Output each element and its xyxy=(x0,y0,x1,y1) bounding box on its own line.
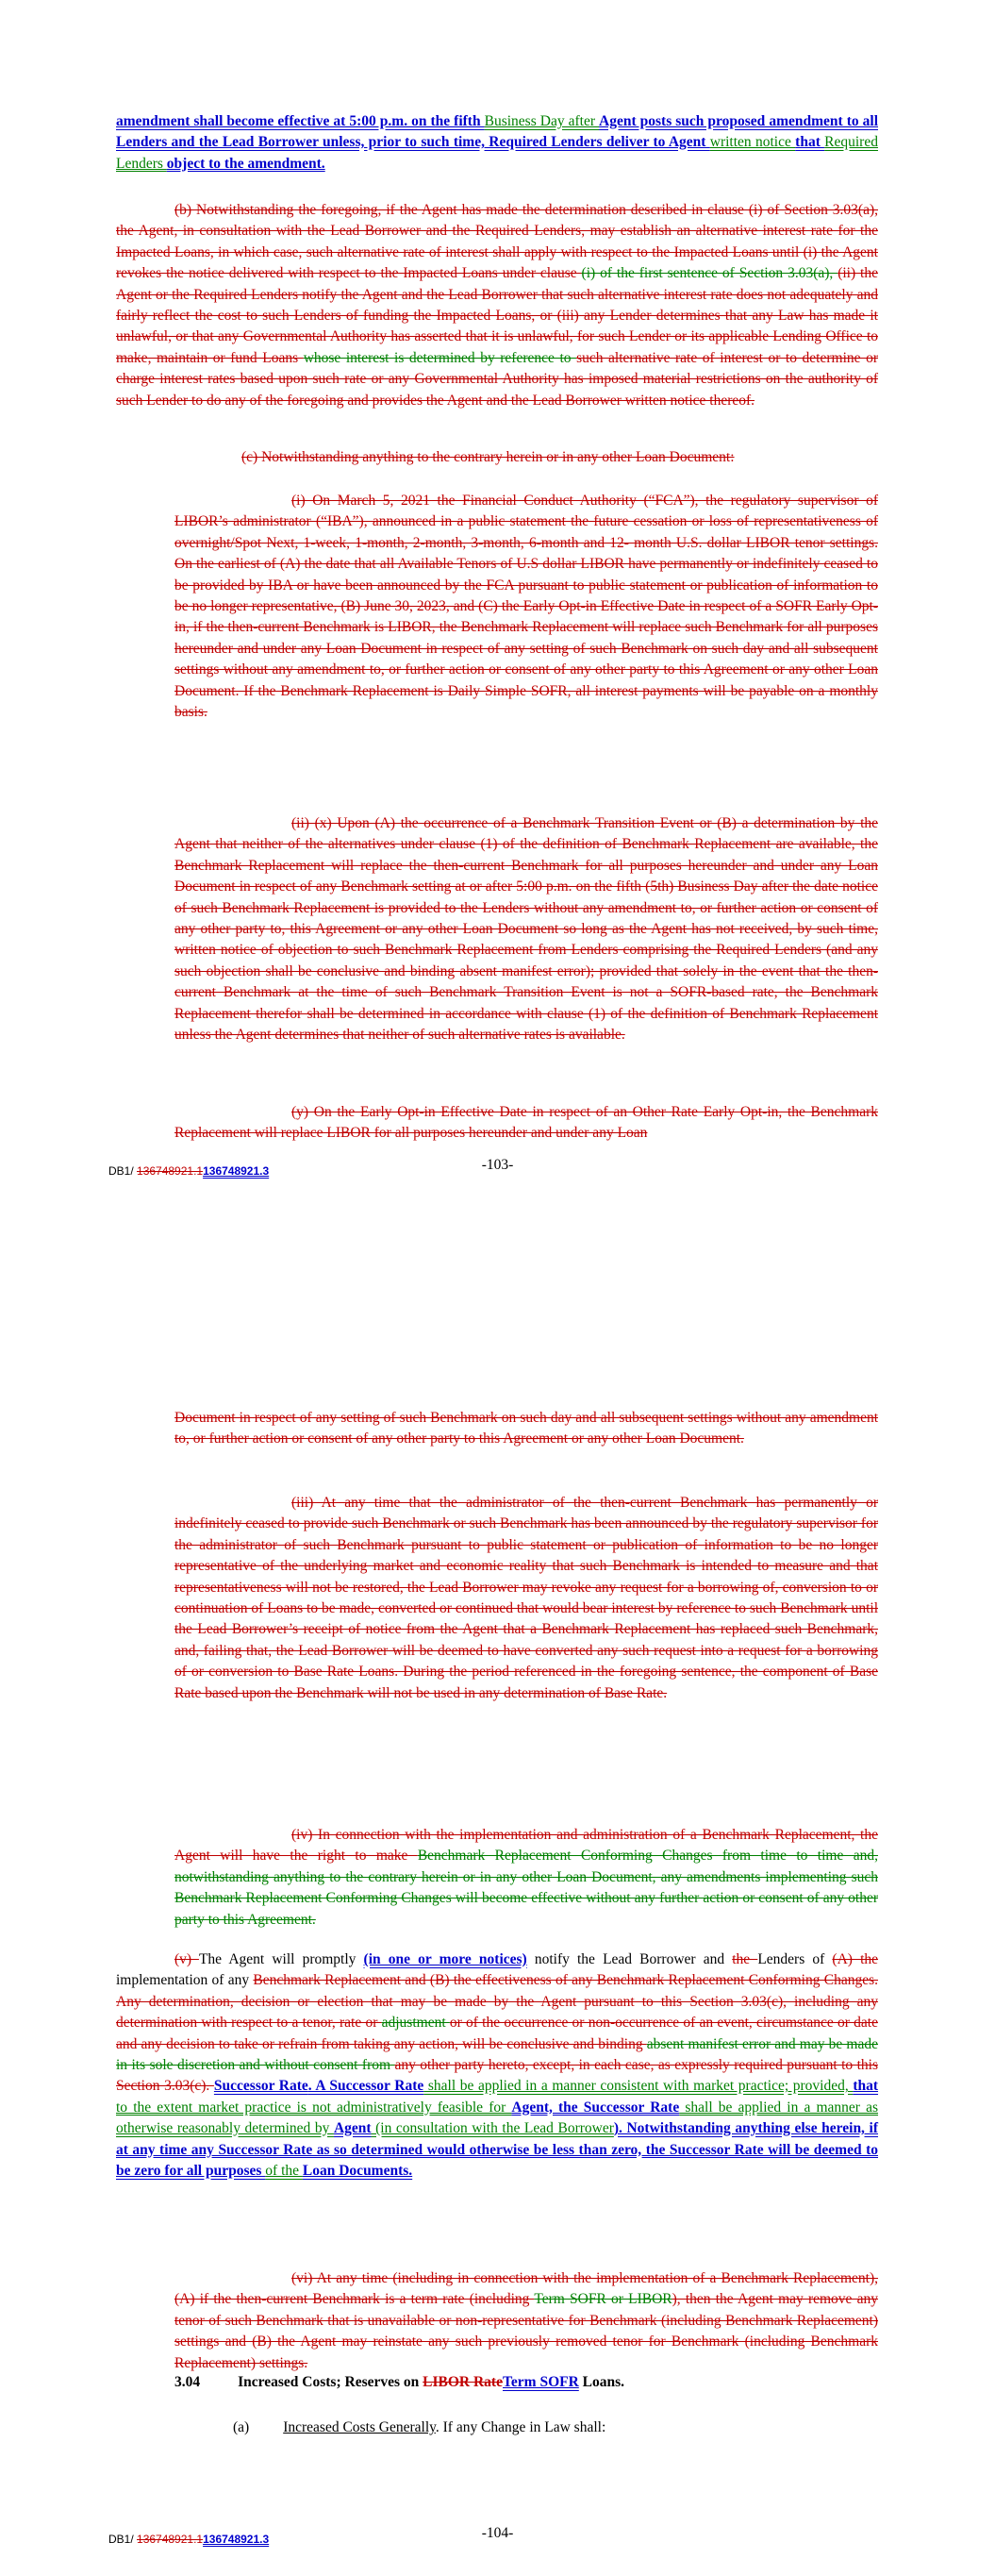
text-run: . A Successor Rate xyxy=(307,2078,424,2095)
continuation-text: Document in respect of any setting of such Benchmark on such day and all subsequent settings without any amendment to, or further action or consent of any other party to this Agreement or any other Loan Document. xyxy=(174,1410,878,1447)
text-run: notify the Lead Borrower and xyxy=(526,1951,733,1967)
text-run: Loan Documents. xyxy=(302,2163,413,2180)
text-run: or of the occurrence or non-occurrence of an event, circumstance or date and any decision to take or refrain from taking any action, will be conclusive and binding xyxy=(116,2015,878,2052)
heading-end: Loans. xyxy=(578,2374,625,2390)
footer-old-id: 136748921.1 xyxy=(137,1164,204,1178)
text-run: Business Day after xyxy=(484,113,600,129)
text-run: Term SOFR or LIBOR xyxy=(534,2291,672,2308)
subsection-a-number: (a) xyxy=(233,2419,250,2435)
text-run: (i) of the first sentence of Section 3.03(a), xyxy=(581,265,838,282)
paragraph-c-text: (c) Notwithstanding anything to the contrary herein or in any other Loan Document: xyxy=(241,449,735,465)
heading-text: Increased Costs; Reserves on xyxy=(238,2374,423,2390)
paragraph-iii xyxy=(174,1493,878,1704)
footer-new-id-2: 136748921.3 xyxy=(203,2533,270,2546)
text-run: to the extent market practice is not administratively feasible for xyxy=(116,2099,512,2116)
text-run: shall be applied in a manner as otherwise reasonably determined by xyxy=(116,2099,879,2137)
text-run: Lenders of xyxy=(757,1951,833,1967)
subsection-a xyxy=(233,2417,878,2438)
text-run: Benchmark Replacement and (B) the effectiveness of any Benchmark Replacement Conforming Changes. Any determination, decision or election that may be made by the Agent pursuant to this Section 3.03(c), including any determination with respect to a tenor, rate or xyxy=(116,1972,878,2032)
paragraph-iii-text: (iii) At any time that the administrator of the then-current Benchmark has permanently or indefinitely ceased to provide such Benchmark or such Benchmark has been announced by the regulatory supervisor for the administrator of such Benchmark pursuant to public statement or publication of information to be no longer representative of the underlying market and economic reality that such Benchmark is intended to measure and that representativeness will not be restored, the Lead Borrower may revoke any request for a borrowing of, conversion to or continuation of Loans to be made, converted or continued that would bear interest by reference to such Benchmark until the Lead Borrower’s receipt of notice from the Agent that a Benchmark Replacement has replaced such Benchmark, and, failing that, the Lead Borrower will be deemed to have converted any such request into a request for a borrowing of or conversion to Base Rate Loans. During the period referenced in the foregoing sentence, the component of Base Rate based upon the Benchmark will not be used in any determination of Base Rate. xyxy=(174,1495,878,1701)
text-run: (iv) In connection with the implementation and administration of a Benchmark Replacement, the Agent will have the right to make xyxy=(174,1827,878,1865)
text-run: any other party hereto, except, in each case, as expressly required pursuant to this Section 3.03(c). xyxy=(116,2057,878,2095)
page-number: -103- xyxy=(481,1157,514,1173)
text-run: of the xyxy=(265,2163,303,2180)
text-run: written notice xyxy=(709,134,796,151)
text-run: absent manifest error and may be made in its sole discretion and without consent from xyxy=(116,2035,879,2074)
text-run: (in one or more notices) xyxy=(363,1951,527,1967)
text-run: adjustment xyxy=(381,2015,450,2032)
paragraph-continuation xyxy=(174,1408,878,1450)
text-run: (vi) At any time (including in connection with the implementation of a Benchmark Replacement), (A) if the then-current Benchmark is a term rate (including xyxy=(174,2270,878,2308)
text-run: Successor Rate xyxy=(213,2078,308,2095)
footer-prefix-2: DB1/ xyxy=(108,2533,138,2546)
footer-prefix: DB1/ xyxy=(108,1164,138,1178)
paragraph-c-i-text: (i) On March 5, 2021 the Financial Conduct Authority (“FCA”), the regulatory supervisor of LIBOR’s administrator (“IBA”), announced in a public statement the future cessation or loss of representativeness of overnight/Spot Next, 1-week, 1-month, 2-month, 3-month, 6-month and 12- month U.S. dollar LIBOR tenor settings. On the earliest of (A) the date that all Available Tenors of U.S dollar LIBOR have permanently or indefinitely ceased to be provided by IBA or have been announced by the FCA pursuant to public statement or publication of information to be no longer representative, (B) June 30, 2023, and (C) the Early Opt-in Effective Date in respect of a SOFR Early Opt-in, if the then-current Benchmark is LIBOR, the Benchmark Replacement will replace such Benchmark for all purposes hereunder and under any Loan Document in respect of any setting of such Benchmark on such day and all subsequent settings without any amendment to, or further action or consent of any other party to this Agreement or any other Loan Document. If the Benchmark Replacement is Daily Simple SOFR, all interest payments will be payable on a monthly basis. xyxy=(174,493,878,721)
text-run: the xyxy=(732,1951,758,1967)
text-run: (ii) the Agent or the Required Lenders notify the Agent and the Lead Borrower that such alternative interest rate does not adequately and fairly reflect the cost to such Lenders of funding the Impacted Loans, or (iii) any Lender determines that any Law has made it unlawful, or that any Governmental Authority has asserted that it is unlawful, for such Lender or its applicable Lending Office to make, maintain or fund Loans xyxy=(116,265,878,366)
heading-inserted: Term SOFR xyxy=(502,2374,579,2390)
text-run: Agent, the Successor Rate xyxy=(511,2099,680,2116)
text-run: implementation of any xyxy=(116,1972,254,1989)
footer-old-id-2: 136748921.1 xyxy=(137,2533,204,2546)
heading-deleted: LIBOR Rate xyxy=(423,2374,503,2390)
text-run: Agent posts such proposed amendment to all Lenders and the Lead Borrower unless, prior to such time, Required Lenders deliver to Agent xyxy=(116,113,878,151)
text-run: object to the amendment. xyxy=(166,155,325,172)
paragraph-vi xyxy=(174,2268,878,2374)
text-run: Required Lenders xyxy=(116,134,878,172)
paragraph-y-text: (y) On the Early Opt-in Effective Date in respect of an Other Rate Early Opt-in, the Benchmark Replacement will replace LIBOR for all purposes hereunder and under any Loan xyxy=(174,1104,878,1142)
text-run: (v) xyxy=(174,1951,199,1967)
subsection-a-text: . If any Change in Law shall: xyxy=(435,2419,606,2435)
heading-number: 3.04 xyxy=(174,2374,201,2390)
text-run: amendment shall become effective at 5:00 p.m. on the fifth xyxy=(116,113,485,129)
text-run: ), then the Agent may remove any tenor of such Benchmark that is unavailable or non-representative for Benchmark (including Benchmark Replacement) settings and (B) the Agent may reinstate any such previously removed tenor for Benchmark (including Benchmark Replacement) settings. xyxy=(174,2291,879,2371)
text-run: shall be applied in a manner consistent with market practice; provided, xyxy=(423,2078,854,2095)
text-run: whose interest is determined by reference to xyxy=(303,349,577,366)
text-run: ). Notwithstanding anything else herein, if at any time any Successor Rate as so determined would otherwise be less than zero, the Successor Rate will be deemed to be zero for all purposes xyxy=(116,2120,878,2180)
text-run: (b) Notwithstanding the foregoing, if the Agent has made the determination described in clause (i) of Section 3.03(a), the Agent, in consultation with the Lead Borrower and the Required Lenders, may establish an alternative interest rate for the Impacted Loans, in which case, such alternative rate of interest shall apply with respect to the Impacted Loans until (i) the Agent revokes the notice delivered with respect to the Impacted Loans under clause xyxy=(116,202,878,282)
text-run: that xyxy=(853,2078,879,2095)
footer-new-id: 136748921.3 xyxy=(203,1164,270,1178)
page-number-2: -104- xyxy=(481,2525,514,2541)
section-heading-3-04 xyxy=(174,2374,624,2391)
paragraph-iv xyxy=(174,1825,878,1931)
text-run: (A) the xyxy=(832,1951,879,1967)
text-run: Agent xyxy=(333,2120,372,2137)
paragraph-c-ii-text: (ii) (x) Upon (A) the occurrence of a Benchmark Transition Event or (B) a determination by the Agent that neither of the alternatives under clause (1) of the definition of Benchmark Replacement are available, the Benchmark Replacement will replace the then-current Benchmark for all purposes hereunder and under any Loan Document in respect of any Benchmark setting at or after 5:00 p.m. on the fifth (5th) Business Day after the date notice of such Benchmark Replacement is provided to the Lenders without any amendment to, or further action or consent of any other party to, this Agreement or any other Loan Document so long as the Agent has not received, by such time, written notice of objection to such Benchmark Replacement from Lenders comprising the Required Lenders (and any such objection shall be conclusive and binding absent manifest error); provided that solely in the event that the then-current Benchmark at the time of such Benchmark Transition Event is not a SOFR-based rate, the Benchmark Replacement therefor shall be determined in accordance with clause (1) of the definition of Benchmark Replacement unless the Agent determines that neither of such alternative rates is available. xyxy=(174,815,878,1044)
text-run: Benchmark Replacement Conforming Changes from time to time and, notwithstanding anything to the contrary herein or in any other Loan Document, any amendments implementing such Benchmark Replacement Conforming Changes will become effective without any further action or consent of any other party to this Agreement. xyxy=(174,1848,878,1928)
subsection-a-title: Increased Costs Generally xyxy=(283,2419,436,2435)
text-run: The Agent will promptly xyxy=(198,1951,364,1967)
text-run: that xyxy=(795,134,825,151)
text-run: such alternative rate of interest or to determine or charge interest rates based upon such rate or any Governmental Authority has imposed material restrictions on the authority of such Lender to do any of the foregoing and provides the Agent and the Lead Borrower written notice thereof. xyxy=(116,349,878,409)
text-run: (in consultation with the Lead Borrower xyxy=(371,2120,614,2137)
paragraph-v xyxy=(116,1949,878,2182)
